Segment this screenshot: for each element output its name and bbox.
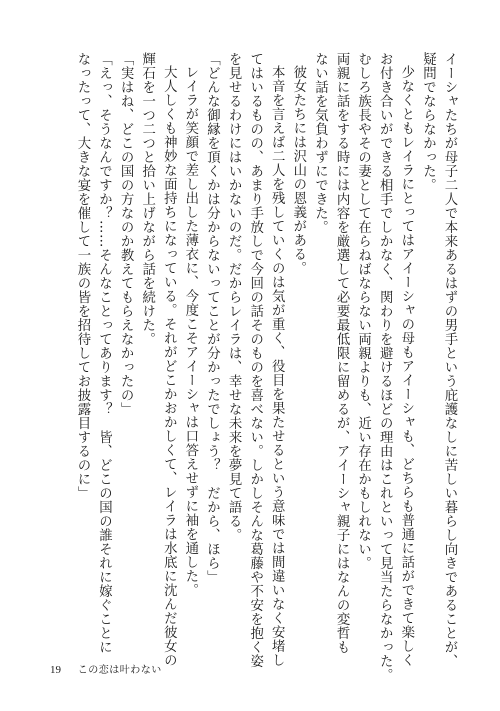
- text-line: てはいるものの、あまり手放しで今回の話そのものを喜べない。しかしそんな葛藤や不安を抱く姿: [247, 52, 263, 668]
- text-line: 彼女たちには沢山の恩義がある。: [290, 65, 306, 276]
- text-line: 疑問でならなかった。: [420, 52, 436, 192]
- text-line: を見せるわけにはいかないのだ。だからレイラは、幸せな未来を夢見て語る。: [226, 52, 242, 542]
- text-line: 本音を言えば二人を残していくのは気が重く、役目を果たせるという意味では間違いなく安堵し: [269, 65, 285, 668]
- text-line: むしろ族長やその妻として在らねばならない両親よりも、近い存在かもしれない。: [355, 52, 371, 570]
- text-line: レイラが笑顔で差し出した薄衣に、今度こそアイーシャは口答えせずに袖を通した。: [182, 65, 198, 598]
- book-title: この恋は叶わない: [77, 665, 162, 676]
- text-line: 「実はね、どこの国の方なのか教えてもらえなかったの」: [118, 52, 134, 416]
- page-footer: [50, 661, 162, 676]
- text-line: 「えっ、そうなんですか？……そんなことってあります？ 皆、どこの国の誰それに嫁ぐことに: [96, 52, 112, 654]
- text-line: なったって、大きな宴を催して一族の皆を招待してお披露目するのに」: [74, 52, 90, 500]
- text-line: 「どんな御縁を頂くかは分からないってことが分かったでしょう？ だから、ほら」: [204, 52, 220, 584]
- text-line: 輝石を一つ二つと拾い上げながら話を続けた。: [139, 52, 155, 346]
- text-line: ない話を気負わずにできた。: [312, 52, 328, 234]
- text-line: お付き合いができる相手でしかなく、関わりを避けるほどの理由はこれといって見当たらなかった。: [377, 52, 393, 682]
- text-line: 大人しくも神妙な面持ちになっている。それがどこかおかしくて、レイラは水底に沈んだ彼女の: [161, 65, 177, 668]
- page-number: 19: [50, 664, 61, 676]
- text-line: 少なくともレイラにとってはアイーシャの母もアイーシャも、どちらも普通に話ができて楽しく: [398, 65, 414, 668]
- text-line: 両親に話をする時には内容を厳選して必要最低限に留めるが、アイーシャ親子にはなんの変哲も: [334, 52, 350, 654]
- text-line: イーシャたちが母子二人で本来あるはずの男手という庇護なしに苦しい暮らし向きであることが、: [442, 52, 457, 668]
